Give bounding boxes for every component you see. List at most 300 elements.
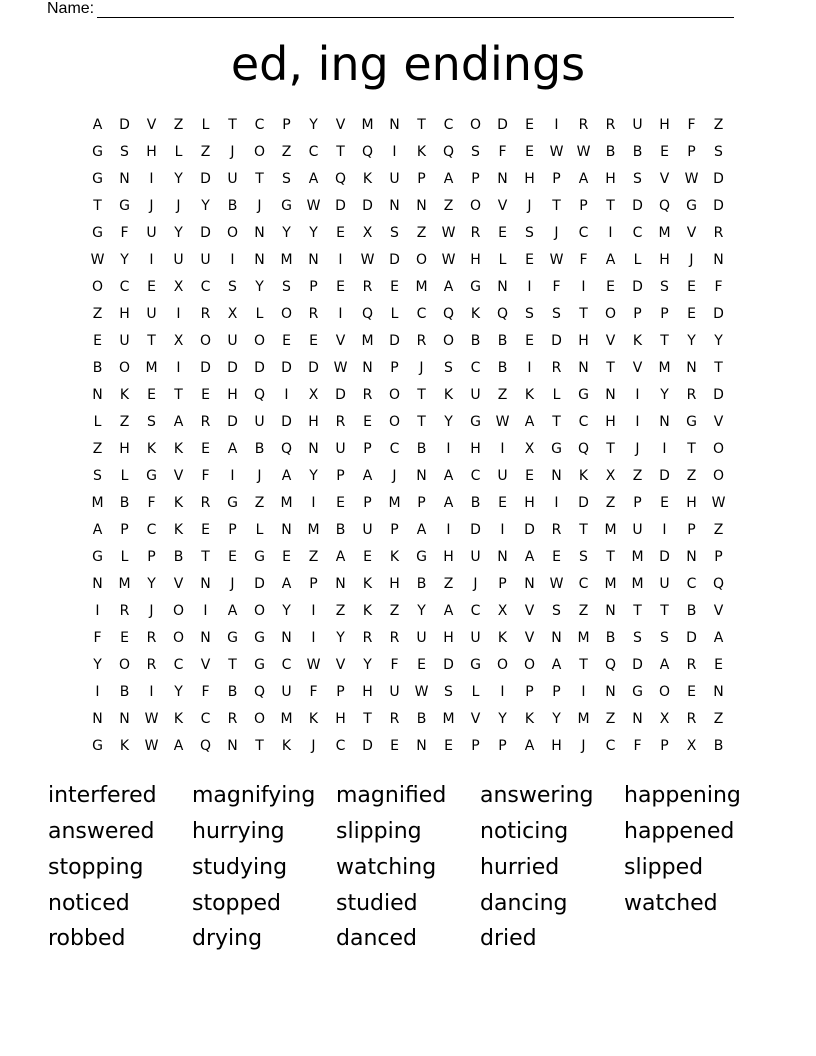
grid-letter: O	[226, 224, 239, 241]
grid-letter: K	[173, 494, 184, 511]
word-bank-item: dancing	[480, 890, 568, 916]
grid-letter: N	[281, 521, 292, 538]
word-bank-item: answered	[48, 819, 155, 845]
grid-letter: I	[635, 413, 640, 430]
grid-letter: J	[257, 467, 262, 484]
grid-letter: S	[552, 305, 561, 322]
grid-letter: D	[713, 170, 724, 187]
grid-letter: D	[470, 521, 481, 538]
grid-letter: K	[389, 548, 400, 565]
grid-letter: Y	[255, 278, 264, 295]
grid-letter: P	[417, 494, 426, 511]
grid-letter: X	[173, 278, 184, 295]
grid-letter: B	[416, 440, 427, 457]
grid-letter: N	[416, 197, 427, 214]
grid-letter: E	[228, 548, 237, 565]
grid-letter: Q	[577, 440, 590, 457]
grid-letter: B	[470, 494, 481, 511]
grid-letter: Y	[687, 332, 696, 349]
grid-letter: B	[227, 197, 238, 214]
grid-letter: Y	[282, 602, 291, 619]
grid-letter: O	[604, 305, 617, 322]
grid-letter: I	[446, 440, 451, 457]
grid-letter: T	[147, 332, 156, 349]
grid-letter: D	[632, 278, 643, 295]
grid-letter: D	[389, 251, 400, 268]
grid-letter: Y	[120, 251, 129, 268]
grid-letter: G	[254, 548, 265, 565]
grid-letter: E	[525, 332, 534, 349]
grid-letter: P	[363, 494, 372, 511]
grid-letter: L	[255, 521, 264, 538]
grid-letter: R	[200, 413, 211, 430]
grid-letter: P	[336, 467, 345, 484]
grid-letter: K	[173, 710, 184, 727]
grid-letter: V	[713, 602, 724, 619]
grid-letter: D	[632, 656, 643, 673]
grid-letter: Z	[713, 116, 724, 133]
grid-letter: T	[714, 359, 723, 376]
grid-letter: N	[605, 602, 616, 619]
word-bank-item: danced	[336, 926, 417, 952]
grid-letter: V	[200, 656, 211, 673]
grid-letter: S	[444, 359, 453, 376]
grid-letter: T	[417, 116, 426, 133]
grid-letter: I	[176, 305, 181, 322]
grid-letter: S	[633, 170, 642, 187]
grid-letter: M	[631, 548, 644, 565]
grid-letter: X	[308, 386, 319, 403]
grid-letter: F	[120, 224, 129, 241]
grid-letter: O	[658, 683, 671, 700]
word-bank-item: happened	[624, 819, 735, 845]
grid-letter: D	[713, 305, 724, 322]
grid-letter: Z	[119, 413, 130, 430]
grid-letter: N	[227, 737, 238, 754]
grid-letter: W	[306, 197, 321, 214]
grid-letter: G	[92, 737, 103, 754]
grid-letter: S	[282, 278, 291, 295]
grid-letter: M	[280, 710, 293, 727]
grid-letter: Y	[309, 467, 318, 484]
grid-letter: Z	[254, 494, 265, 511]
grid-letter: L	[633, 251, 642, 268]
grid-letter: E	[687, 305, 696, 322]
grid-letter: G	[578, 386, 589, 403]
grid-letter: B	[686, 602, 697, 619]
grid-letter: R	[686, 656, 697, 673]
grid-letter: E	[660, 494, 669, 511]
grid-letter: R	[227, 710, 238, 727]
grid-letter: X	[362, 224, 373, 241]
grid-letter: P	[309, 575, 318, 592]
grid-letter: F	[714, 278, 723, 295]
grid-letter: V	[470, 710, 481, 727]
word-bank-item: stopping	[48, 854, 144, 880]
grid-letter: G	[92, 548, 103, 565]
grid-letter: P	[525, 683, 534, 700]
grid-letter: E	[660, 143, 669, 160]
grid-letter: K	[362, 602, 373, 619]
grid-letter: I	[554, 116, 559, 133]
grid-letter: F	[552, 278, 561, 295]
grid-letter: T	[417, 413, 426, 430]
grid-letter: V	[335, 656, 346, 673]
grid-letter: J	[581, 737, 586, 754]
grid-letter: K	[632, 332, 643, 349]
grid-letter: B	[605, 143, 616, 160]
grid-letter: W	[441, 251, 456, 268]
grid-letter: N	[362, 359, 373, 376]
grid-letter: E	[687, 278, 696, 295]
grid-letter: O	[442, 332, 455, 349]
grid-letter: R	[146, 629, 157, 646]
grid-letter: E	[498, 494, 507, 511]
grid-letter: Q	[496, 305, 509, 322]
word-bank-item: interfered	[48, 783, 157, 809]
grid-letter: U	[470, 548, 481, 565]
grid-letter: E	[390, 737, 399, 754]
grid-letter: C	[470, 467, 481, 484]
grid-letter: N	[713, 251, 724, 268]
grid-letter: S	[660, 278, 669, 295]
grid-letter: M	[361, 332, 374, 349]
grid-letter: D	[497, 116, 508, 133]
grid-letter: G	[416, 548, 427, 565]
grid-letter: M	[91, 494, 104, 511]
grid-letter: L	[174, 143, 183, 160]
grid-letter: Z	[335, 602, 346, 619]
grid-letter: D	[524, 521, 535, 538]
grid-letter: B	[119, 683, 130, 700]
grid-letter: N	[605, 386, 616, 403]
grid-letter: A	[443, 494, 454, 511]
grid-letter: E	[282, 548, 291, 565]
grid-letter: H	[470, 251, 481, 268]
word-bank-item: watched	[624, 890, 718, 916]
word-bank-item: slipped	[624, 854, 704, 880]
grid-letter: N	[389, 116, 400, 133]
grid-letter: N	[578, 359, 589, 376]
grid-letter: W	[144, 737, 159, 754]
word-bank-item: robbed	[48, 926, 126, 952]
grid-letter: W	[441, 224, 456, 241]
grid-letter: M	[307, 521, 320, 538]
grid-letter: C	[200, 710, 211, 727]
grid-letter: M	[118, 575, 131, 592]
grid-letter: Q	[658, 197, 671, 214]
grid-letter: H	[119, 305, 130, 322]
grid-letter: B	[470, 332, 481, 349]
grid-letter: H	[551, 737, 562, 754]
grid-letter: I	[446, 521, 451, 538]
grid-letter: J	[257, 197, 262, 214]
grid-letter: E	[201, 386, 210, 403]
grid-letter: H	[659, 251, 670, 268]
grid-letter: E	[336, 494, 345, 511]
grid-letter: V	[605, 332, 616, 349]
grid-letter: R	[362, 386, 373, 403]
grid-letter: Y	[552, 710, 561, 727]
grid-letter: F	[93, 629, 102, 646]
grid-letter: J	[149, 602, 154, 619]
grid-letter: D	[335, 386, 346, 403]
grid-letter: W	[360, 251, 375, 268]
grid-letter: O	[253, 332, 266, 349]
grid-letter: A	[281, 575, 292, 592]
grid-letter: B	[92, 359, 103, 376]
grid-letter: I	[284, 386, 289, 403]
grid-letter: X	[686, 737, 697, 754]
grid-letter: G	[254, 629, 265, 646]
grid-letter: Z	[443, 575, 454, 592]
grid-letter: D	[200, 224, 211, 241]
grid-letter: T	[633, 602, 642, 619]
grid-letter: V	[335, 116, 346, 133]
grid-letter: G	[227, 629, 238, 646]
grid-letter: E	[363, 548, 372, 565]
grid-letter: N	[389, 197, 400, 214]
grid-letter: Y	[174, 683, 183, 700]
grid-letter: O	[469, 116, 482, 133]
grid-letter: C	[632, 224, 643, 241]
word-bank-item: studying	[192, 854, 288, 880]
grid-letter: N	[551, 467, 562, 484]
grid-letter: N	[92, 386, 103, 403]
grid-letter: R	[686, 710, 697, 727]
grid-letter: R	[119, 602, 130, 619]
grid-letter: E	[714, 656, 723, 673]
grid-letter: X	[605, 467, 616, 484]
grid-letter: U	[146, 224, 157, 241]
grid-letter: P	[498, 575, 507, 592]
grid-letter: P	[363, 440, 372, 457]
grid-letter: S	[552, 602, 561, 619]
grid-letter: Z	[632, 467, 643, 484]
grid-letter: D	[389, 332, 400, 349]
grid-letter: O	[253, 143, 266, 160]
grid-letter: K	[497, 629, 508, 646]
grid-letter: T	[606, 440, 615, 457]
grid-letter: A	[443, 467, 454, 484]
grid-letter: K	[362, 170, 373, 187]
grid-letter: C	[308, 143, 319, 160]
grid-letter: Q	[442, 143, 455, 160]
grid-letter: C	[200, 278, 211, 295]
grid-letter: K	[308, 710, 319, 727]
grid-letter: I	[149, 251, 154, 268]
grid-letter: A	[659, 656, 670, 673]
grid-letter: H	[308, 413, 319, 430]
grid-letter: U	[119, 332, 130, 349]
grid-letter: I	[392, 143, 397, 160]
grid-letter: R	[389, 710, 400, 727]
grid-letter: S	[714, 143, 723, 160]
grid-letter: C	[578, 575, 589, 592]
grid-letter: S	[579, 548, 588, 565]
grid-letter: O	[496, 656, 509, 673]
grid-letter: W	[549, 251, 564, 268]
grid-letter: E	[93, 332, 102, 349]
grid-letter: K	[524, 710, 535, 727]
grid-letter: P	[660, 305, 669, 322]
grid-letter: E	[525, 251, 534, 268]
grid-letter: F	[633, 737, 642, 754]
grid-letter: D	[362, 737, 373, 754]
grid-letter: J	[419, 359, 424, 376]
grid-letter: N	[497, 170, 508, 187]
grid-letter: H	[578, 332, 589, 349]
grid-letter: O	[523, 656, 536, 673]
grid-letter: A	[308, 170, 319, 187]
grid-letter: A	[443, 170, 454, 187]
grid-letter: A	[443, 278, 454, 295]
grid-letter: H	[659, 116, 670, 133]
grid-letter: Z	[713, 710, 724, 727]
grid-letter: A	[173, 737, 184, 754]
grid-letter: D	[254, 575, 265, 592]
grid-letter: W	[90, 251, 105, 268]
grid-letter: J	[527, 197, 532, 214]
grid-letter: Q	[253, 683, 266, 700]
grid-letter: L	[93, 413, 102, 430]
grid-letter: R	[551, 521, 562, 538]
grid-letter: N	[416, 467, 427, 484]
grid-letter: I	[500, 440, 505, 457]
grid-letter: W	[144, 710, 159, 727]
grid-letter: I	[311, 494, 316, 511]
grid-letter: G	[92, 143, 103, 160]
grid-letter: N	[335, 575, 346, 592]
grid-letter: M	[658, 224, 671, 241]
grid-letter: E	[282, 332, 291, 349]
grid-letter: C	[470, 359, 481, 376]
name-label: Name:	[47, 0, 95, 17]
grid-letter: O	[91, 278, 104, 295]
grid-letter: N	[92, 710, 103, 727]
grid-letter: I	[338, 251, 343, 268]
grid-letter: T	[660, 332, 669, 349]
grid-letter: A	[227, 440, 238, 457]
grid-letter: M	[442, 710, 455, 727]
grid-letter: M	[604, 575, 617, 592]
grid-letter: N	[416, 737, 427, 754]
grid-letter: D	[632, 197, 643, 214]
grid-letter: B	[119, 494, 130, 511]
grid-letter: T	[255, 170, 264, 187]
grid-letter: P	[552, 683, 561, 700]
grid-letter: C	[578, 224, 589, 241]
grid-letter: T	[93, 197, 102, 214]
grid-letter: Z	[173, 116, 184, 133]
grid-letter: N	[686, 359, 697, 376]
grid-letter: N	[254, 224, 265, 241]
grid-letter: Y	[417, 602, 426, 619]
grid-letter: B	[497, 359, 508, 376]
grid-letter: S	[228, 278, 237, 295]
grid-letter: K	[524, 386, 535, 403]
grid-letter: L	[255, 305, 264, 322]
grid-letter: Y	[201, 197, 210, 214]
grid-letter: D	[686, 629, 697, 646]
grid-letter: H	[524, 170, 535, 187]
word-bank-item: hurried	[480, 854, 560, 880]
grid-letter: R	[362, 278, 373, 295]
grid-letter: N	[686, 548, 697, 565]
grid-letter: E	[444, 737, 453, 754]
grid-letter: Q	[604, 656, 617, 673]
grid-letter: M	[631, 575, 644, 592]
grid-letter: K	[281, 737, 292, 754]
grid-letter: K	[119, 386, 130, 403]
grid-letter: P	[687, 143, 696, 160]
grid-letter: J	[311, 737, 316, 754]
grid-letter: F	[147, 494, 156, 511]
grid-letter: L	[390, 305, 399, 322]
grid-letter: I	[581, 683, 586, 700]
grid-letter: I	[95, 602, 100, 619]
grid-letter: U	[470, 629, 481, 646]
grid-letter: N	[659, 413, 670, 430]
grid-letter: Q	[280, 440, 293, 457]
grid-letter: U	[470, 386, 481, 403]
grid-letter: D	[551, 332, 562, 349]
word-bank-item: magnifying	[192, 783, 316, 809]
grid-letter: O	[118, 359, 131, 376]
grid-letter: Q	[712, 575, 725, 592]
grid-letter: N	[632, 710, 643, 727]
grid-letter: E	[606, 278, 615, 295]
grid-letter: T	[606, 197, 615, 214]
grid-letter: T	[417, 386, 426, 403]
grid-letter: E	[498, 224, 507, 241]
grid-letter: S	[390, 224, 399, 241]
grid-letter: V	[335, 332, 346, 349]
grid-letter: Q	[361, 143, 374, 160]
grid-letter: I	[527, 278, 532, 295]
grid-letter: N	[551, 629, 562, 646]
grid-letter: O	[118, 656, 131, 673]
grid-letter: R	[200, 494, 211, 511]
grid-letter: R	[146, 656, 157, 673]
grid-letter: K	[416, 143, 427, 160]
grid-letter: G	[551, 440, 562, 457]
grid-letter: K	[146, 440, 157, 457]
grid-letter: P	[471, 737, 480, 754]
grid-letter: Z	[443, 197, 454, 214]
grid-letter: U	[227, 332, 238, 349]
grid-letter: T	[579, 656, 588, 673]
grid-letter: E	[120, 629, 129, 646]
grid-letter: C	[443, 116, 454, 133]
grid-letter: D	[713, 197, 724, 214]
grid-letter: I	[149, 683, 154, 700]
grid-letter: J	[689, 251, 694, 268]
grid-letter: Y	[309, 116, 318, 133]
grid-letter: C	[146, 521, 157, 538]
grid-letter: W	[414, 683, 429, 700]
grid-letter: Z	[281, 143, 292, 160]
grid-letter: G	[227, 494, 238, 511]
grid-letter: E	[390, 278, 399, 295]
name-field	[47, 0, 734, 18]
grid-letter: Q	[361, 305, 374, 322]
grid-letter: Y	[363, 656, 372, 673]
grid-letter: Z	[200, 143, 211, 160]
grid-letter: M	[415, 278, 428, 295]
grid-letter: A	[551, 656, 562, 673]
grid-letter: S	[444, 683, 453, 700]
